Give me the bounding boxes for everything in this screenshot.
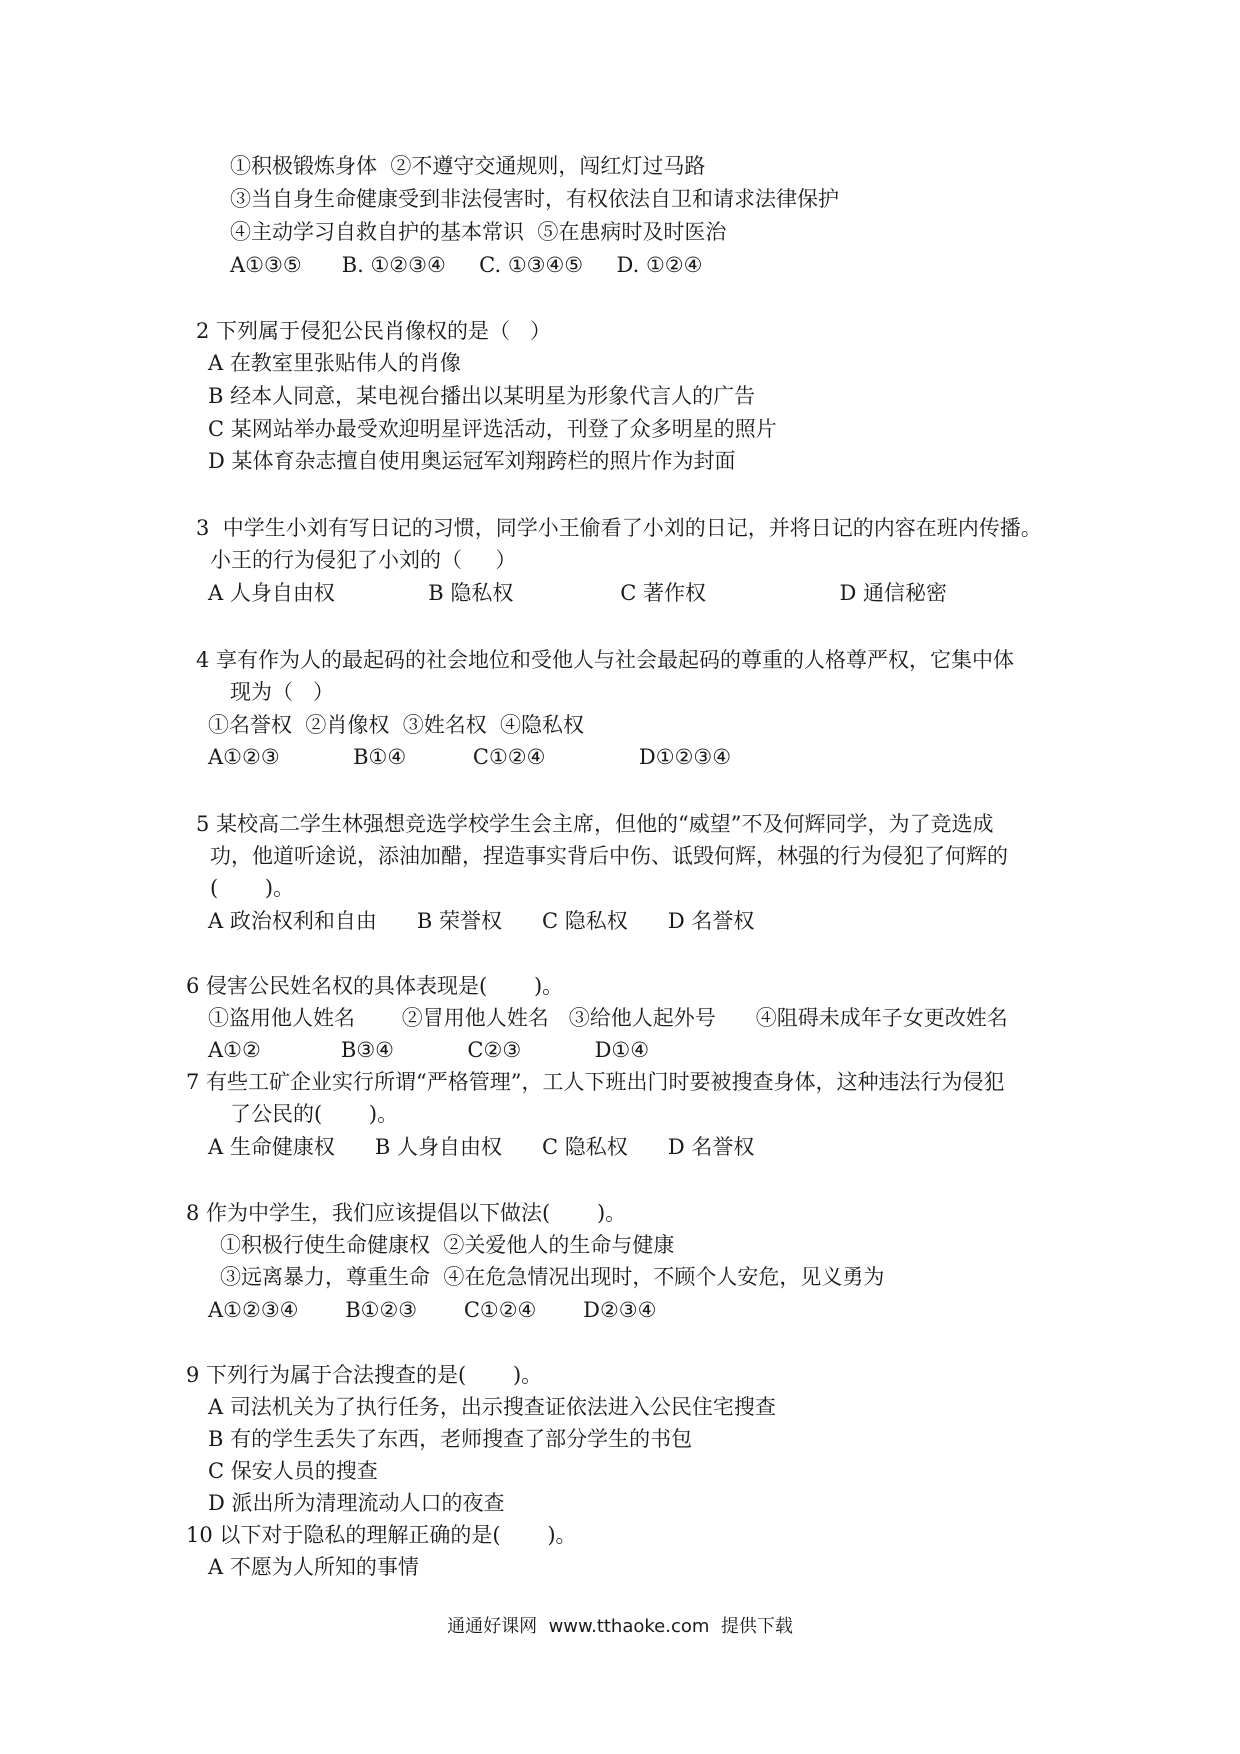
q10-stem: 10 以下对于隐私的理解正确的是( )。 xyxy=(186,1523,577,1547)
q9-option-c: C 保安人员的搜查 xyxy=(208,1459,378,1483)
q8-stem: 8 作为中学生，我们应该提倡以下做法( )。 xyxy=(186,1201,627,1225)
q5-stem: 5 某校高二学生林强想竞选学校学生会主席，但他的“威望”不及何辉同学，为了竞选成 xyxy=(196,812,994,836)
q2-option-c: C 某网站举办最受欢迎明星评选活动，刊登了众多明星的照片 xyxy=(208,417,777,441)
q3-stem-cont: 小王的行为侵犯了小刘的（ ） xyxy=(210,548,517,572)
q9-option-a: A 司法机关为了执行任务，出示搜查证依法进入公民住宅搜查 xyxy=(208,1395,776,1419)
q5-stem-cont-2: ( )。 xyxy=(210,876,295,900)
q9-stem: 9 下列行为属于合法搜查的是( )。 xyxy=(186,1363,543,1387)
q8-answer-choices: A①②③④ B①②③ C①②④ D②③④ xyxy=(208,1298,657,1322)
q7-stem: 7 有些工矿企业实行所谓“严格管理”，工人下班出门时要被搜查身体，这种违法行为侵犯 xyxy=(186,1070,1005,1094)
q5-answer-choices: A 政治权利和自由 B 荣誉权 C 隐私权 D 名誉权 xyxy=(208,909,755,933)
q4-items: ①名誉权 ②肖像权 ③姓名权 ④隐私权 xyxy=(208,713,585,737)
q1-line-3: ④主动学习自救自护的基本常识 ⑤在患病时及时医治 xyxy=(230,220,727,244)
q9-option-d: D 派出所为清理流动人口的夜查 xyxy=(208,1491,505,1515)
q1-line-2: ③当自身生命健康受到非法侵害时，有权依法自卫和请求法律保护 xyxy=(230,187,839,211)
q2-option-b: B 经本人同意，某电视台播出以某明星为形象代言人的广告 xyxy=(208,384,756,408)
q4-stem-cont: 现为（ ） xyxy=(230,680,335,704)
q3-answer-choices: A 人身自由权 B 隐私权 C 著作权 D 通信秘密 xyxy=(208,581,947,605)
q1-line-1: ①积极锻炼身体 ②不遵守交通规则，闯红灯过马路 xyxy=(230,154,706,178)
q4-stem: 4 享有作为人的最起码的社会地位和受他人与社会最起码的尊重的人格尊严权，它集中体 xyxy=(196,648,1015,672)
q4-answer-choices: A①②③ B①④ C①②④ D①②③④ xyxy=(208,745,732,769)
q9-option-b: B 有的学生丢失了东西，老师搜查了部分学生的书包 xyxy=(208,1427,693,1451)
q7-answer-choices: A 生命健康权 B 人身自由权 C 隐私权 D 名誉权 xyxy=(208,1135,755,1159)
q2-option-a: A 在教室里张贴伟人的肖像 xyxy=(208,351,461,375)
q7-stem-cont: 了公民的( )。 xyxy=(230,1102,399,1126)
q6-answer-choices: A①② B③④ C②③ D①④ xyxy=(208,1038,650,1062)
q2-stem: 2 下列属于侵犯公民肖像权的是（ ） xyxy=(196,319,552,343)
q8-items-1: ①积极行使生命健康权 ②关爱他人的生命与健康 xyxy=(220,1233,675,1257)
q2-option-d: D 某体育杂志擅自使用奥运冠军刘翔跨栏的照片作为封面 xyxy=(208,449,736,473)
page-footer: 通通好课网 www.tthaoke.com 提供下载 xyxy=(447,1616,793,1637)
q6-items: ①盗用他人姓名 ②冒用他人姓名 ③给他人起外号 ④阻碍未成年子女更改姓名 xyxy=(208,1006,1008,1030)
q6-stem: 6 侵害公民姓名权的具体表现是( )。 xyxy=(186,974,564,998)
q1-answer-choices: A①③⑤ B. ①②③④ C. ①③④⑤ D. ①②④ xyxy=(230,253,703,277)
q8-items-2: ③远离暴力，尊重生命 ④在危急情况出现时，不顾个人安危，见义勇为 xyxy=(220,1265,885,1289)
q5-stem-cont-1: 功，他道听途说，添油加醋，捏造事实背后中伤、诋毁何辉，林强的行为侵犯了何辉的 xyxy=(210,844,1008,868)
q3-stem: 3 中学生小刘有写日记的习惯，同学小王偷看了小刘的日记，并将日记的内容在班内传播。 xyxy=(196,516,1042,540)
q10-option-a: A 不愿为人所知的事情 xyxy=(208,1555,419,1579)
